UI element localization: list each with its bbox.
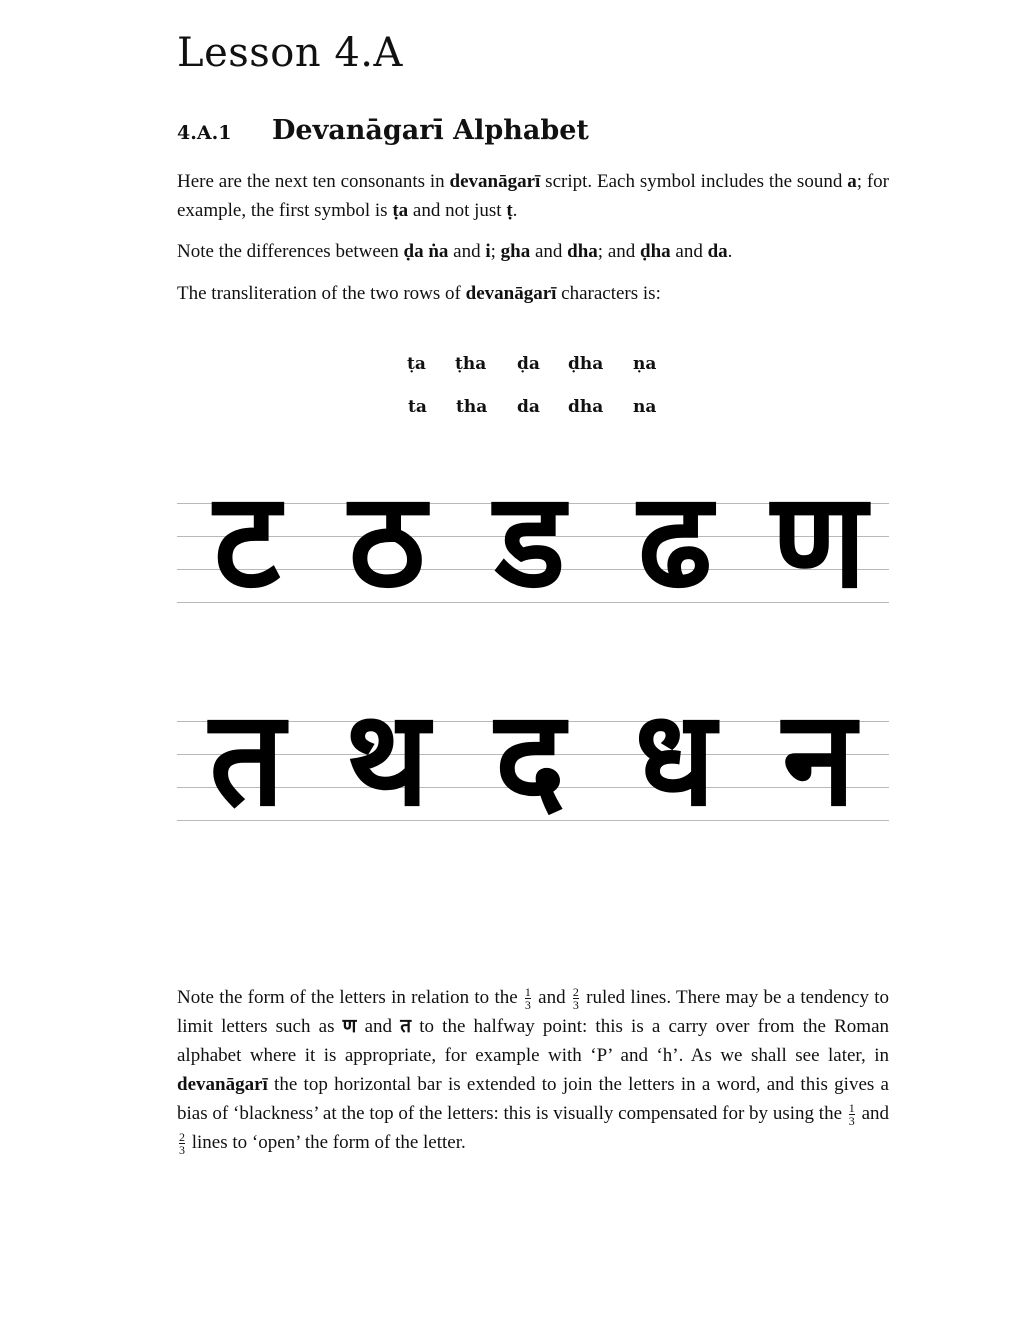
devanagari-letter: थ: [344, 682, 430, 836]
fraction-denominator: 3: [524, 998, 531, 1013]
bold-term: devanāgarī: [465, 283, 557, 304]
text-run: to the halfway point: this is a carry over from the Roman alphabet where it is appropriate, for example with ‘P’ and ‘h’. As we shall see later, in: [177, 1016, 889, 1066]
devanagari-letter: त: [209, 682, 285, 836]
bold-term: devanāgarī: [449, 171, 541, 192]
fraction-numerator: 2: [572, 985, 579, 1000]
transliteration-item: na: [633, 397, 657, 417]
text-run: ; and: [597, 241, 641, 262]
fraction-numerator: 1: [848, 1101, 855, 1116]
text-run: ruled lines. There may be a tendency to limit letters such as: [177, 987, 889, 1037]
transliteration-item: ṭa: [407, 354, 426, 374]
section-title: Devanāgarī Alphabet: [272, 115, 589, 146]
fraction-one-third: [525, 986, 531, 1011]
text-run: script. Each symbol includes the sound: [540, 171, 848, 192]
fraction-two-thirds: [179, 1131, 185, 1156]
text-run: .: [727, 241, 733, 262]
bold-term: ḍha: [640, 241, 671, 262]
fraction-two-thirds: [573, 986, 579, 1011]
devanagari-letter: द: [494, 682, 566, 836]
lesson-title: Lesson 4.A: [177, 30, 403, 76]
ruled-letter-row-retroflex: [177, 464, 889, 618]
inline-devanagari: त: [400, 1015, 412, 1037]
bold-term: ṭ: [506, 200, 513, 221]
bold-term: i: [485, 241, 491, 262]
ruled-letter-row-dental: [177, 682, 889, 836]
section-number: 4.A.1: [177, 122, 232, 144]
text-run: the top horizontal bar is extended to join the letters in a word, and this gives a bias of ‘blackness’ at the top of the letters: this is visually compensated for by using the: [177, 1074, 889, 1124]
text-run: and: [856, 1103, 889, 1124]
transliteration-item: ḍha: [568, 354, 604, 374]
transliteration-item: da: [517, 397, 540, 417]
devanagari-letter: न: [782, 682, 856, 836]
devanagari-letter: ढ: [637, 464, 713, 618]
text-run: ;: [490, 241, 501, 262]
text-run: and: [356, 1016, 401, 1037]
text-run: .: [512, 200, 518, 221]
text-run: and: [670, 241, 708, 262]
bold-term: devanāgarī: [177, 1074, 268, 1095]
transliteration-item: dha: [568, 397, 604, 417]
fraction-one-third: [849, 1102, 855, 1127]
text-run: and: [530, 241, 568, 262]
text-run: characters is:: [556, 283, 661, 304]
bold-term: gha: [500, 241, 531, 262]
fraction-numerator: 2: [179, 1130, 185, 1145]
bold-term: ṭa: [392, 200, 409, 221]
transliteration-item: tha: [456, 397, 488, 417]
devanagari-letter: ण: [771, 464, 867, 618]
bold-term: dha: [567, 241, 598, 262]
devanagari-letter: ध: [634, 682, 716, 836]
bold-term: da: [707, 241, 728, 262]
devanagari-letter: ठ: [348, 464, 426, 618]
fraction-denominator: 3: [848, 1114, 855, 1129]
bold-term: ḍa ṅa: [403, 241, 449, 262]
text-run: Note the form of the letters in relation to the: [177, 987, 523, 1008]
fraction-numerator: 1: [524, 985, 531, 1000]
bold-term: a: [847, 171, 857, 192]
text-run: and: [532, 987, 571, 1008]
transliteration-item: ḍa: [517, 354, 540, 374]
text-run: and: [448, 241, 486, 262]
transliteration-intro: [177, 279, 889, 308]
fraction-denominator: 3: [572, 998, 579, 1013]
intro-paragraph: [177, 167, 889, 225]
text-run: and not just: [408, 200, 507, 221]
text-run: The transliteration of the two rows of: [177, 283, 466, 304]
text-run: Here are the next ten consonants in: [177, 171, 450, 192]
devanagari-letter: ड: [494, 464, 566, 618]
text-run: ; for example, the first symbol is: [177, 171, 890, 221]
inline-devanagari: ण: [342, 1015, 357, 1037]
transliteration-item: ṇa: [633, 354, 657, 374]
text-run: lines to ‘open’ the form of the letter.: [187, 1132, 466, 1153]
differences-paragraph: [177, 237, 889, 266]
transliteration-item: ṭha: [455, 354, 487, 374]
devanagari-letter: ट: [213, 464, 281, 618]
fraction-denominator: 3: [179, 1143, 185, 1158]
ruled-lines-note: [177, 983, 889, 1157]
transliteration-item: ta: [408, 397, 427, 417]
text-run: Note the differences between: [177, 241, 404, 262]
section-heading: [177, 115, 589, 146]
